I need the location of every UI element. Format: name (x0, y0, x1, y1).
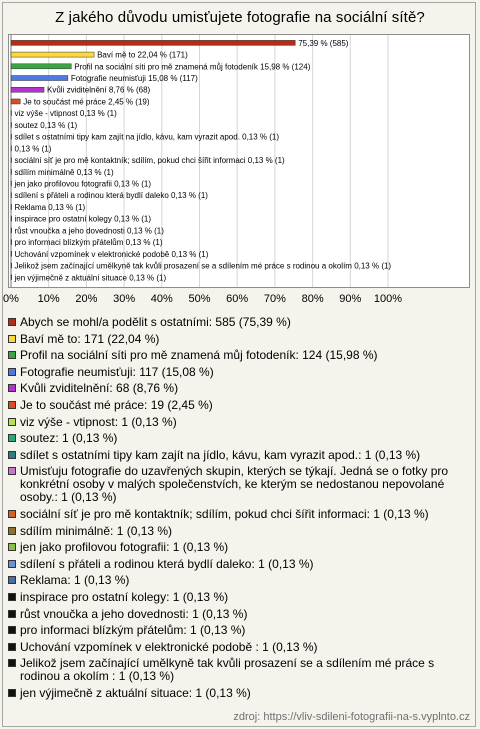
legend-label: sdílení s přáteli a rodinou která bydlí daleko: 1 (0,13 %) (20, 556, 314, 571)
legend-item (6, 624, 472, 637)
legend-swatch (8, 527, 16, 535)
bar-label-11: sdílím minimálně 0,13 % (1) (14, 167, 114, 177)
bar-17 (11, 240, 12, 245)
legend-item (6, 508, 472, 521)
legend-label: sdílet s ostatními tipy kam zajít na jídlo, kávu, kam vyrazit apod.: 1 (0,13 %) (20, 447, 421, 462)
bar-label-2: Profil na sociální síti pro mě znamená můj fotodeník 15,98 % (124) (74, 62, 311, 72)
legend-label: Je to součást mé práce: 19 (2,45 %) (20, 397, 213, 412)
legend-item (6, 687, 472, 700)
legend-item (6, 333, 472, 346)
x-tick-label: 70% (263, 293, 286, 305)
legend-label: Profil na sociální síti pro mě znamená můj fotodeník: 124 (15,98 %) (20, 348, 378, 363)
bar-label-3: Fotografie neumisťuji 15,08 % (117) (70, 74, 198, 84)
legend-item (6, 574, 472, 587)
legend-item (6, 316, 472, 329)
bar-label-6: viz výše - vtipnost 0,13 % (1) (14, 109, 117, 119)
legend-label: soutez: 1 (0,13 %) (20, 431, 118, 446)
x-tick-label: 100% (373, 293, 403, 305)
bar-label-7: soutez 0,13 % (1) (14, 120, 78, 130)
legend-item (6, 657, 472, 683)
bar-label-19: Jelikož jsem začínající umělkyně tak kvůli prosazení se a sdílením mé práce s rodinou a okolím 0,13 % (1) (14, 261, 392, 271)
bar-label-14: Reklama 0,13 % (1) (14, 202, 86, 212)
legend-label: Umisťuju fotografie do uzavřených skupin, kterých se týkají. Jedná se o fotky pro konkrétní osoby v malých společenstvích, ke kterým se nedostanou nepovolané osoby.: 1 (0,13 %) (20, 464, 449, 505)
legend-swatch (8, 543, 16, 551)
legend-label: inspirace pro ostatní kolegy: 1 (0,13 %) (20, 589, 229, 604)
legend-item (6, 541, 472, 554)
bar-label-17: pro informaci blízkým přátelům 0,13 % (1) (14, 238, 163, 248)
legend-swatch (8, 467, 16, 475)
legend-label: růst vnoučka a jeho dovednosti: 1 (0,13 %) (20, 606, 248, 621)
bar-label-1: Baví mě to 22,04 % (171) (97, 50, 188, 60)
bar-18 (11, 251, 12, 256)
legend-swatch (8, 351, 16, 359)
legend-swatch (8, 593, 16, 601)
bar-9 (11, 146, 12, 151)
chart-title: Z jakého důvodu umisťujete fotografie na sociální sítě? (55, 9, 425, 26)
bar-12 (11, 181, 12, 186)
bar-10 (11, 158, 12, 163)
legend-item (6, 465, 472, 504)
legend-swatch (8, 560, 16, 568)
legend-label: Baví mě to: 171 (22,04 %) (20, 331, 160, 346)
bar-label-13: sdílení s přáteli a rodinou která bydlí daleko 0,13 % (1) (14, 191, 208, 201)
legend-item (6, 399, 472, 412)
bar-label-18: Uchování vzpomínek v elektronické podobě 0,13 % (1) (14, 249, 209, 259)
x-tick-label: 40% (150, 293, 173, 305)
legend-swatch (8, 368, 16, 376)
legend-swatch (8, 689, 16, 697)
bar-0 (11, 40, 295, 45)
bar-19 (11, 263, 12, 268)
bar-11 (11, 169, 12, 174)
legend-swatch (8, 335, 16, 343)
legend-swatch (8, 434, 16, 442)
bar-3 (11, 76, 68, 81)
legend-swatch (8, 576, 16, 584)
bar-5 (11, 99, 20, 104)
x-tick-label: 60% (226, 293, 249, 305)
bar-8 (11, 134, 12, 139)
legend-label: Fotografie neumisťuji: 117 (15,08 %) (20, 364, 214, 379)
legend-item (6, 525, 472, 538)
legend-swatch (8, 610, 16, 618)
bar-chart (9, 35, 469, 287)
legend-item (6, 591, 472, 604)
x-tick-label: 80% (301, 293, 324, 305)
bar-2 (11, 64, 71, 69)
legend-swatch (8, 384, 16, 392)
bar-1 (11, 52, 94, 57)
legend-swatch (8, 451, 16, 459)
plot-area (8, 34, 470, 288)
legend-label: jen výjimečně z aktuální situace: 1 (0,13 %) (20, 685, 251, 700)
legend-label: sociální síť je pro mě kontaktník; sdílím, pokud chci šířit informaci: 1 (0,13 %) (20, 506, 429, 521)
legend-item (6, 349, 472, 362)
legend-label: Jelikož jsem začínající umělkyně tak kvůli prosazení se a sdílením mé práce s rodinou a okolím : 1 (0,13 %) (20, 656, 435, 684)
legend-label: jen jako profilovou fotografii: 1 (0,13 %) (20, 540, 229, 555)
legend-swatch (8, 318, 16, 326)
legend-swatch (8, 643, 16, 651)
bar-label-16: růst vnoučka a jeho dovednosti 0,13 % (1) (14, 226, 164, 236)
x-tick-label: 20% (75, 293, 98, 305)
legend-item (6, 416, 472, 429)
x-tick-label: 50% (188, 293, 211, 305)
legend-item (6, 449, 472, 462)
x-tick-label: 10% (37, 293, 60, 305)
bar-4 (11, 87, 44, 92)
legend-item (6, 366, 472, 379)
legend (6, 316, 472, 703)
legend-item (6, 432, 472, 445)
bar-label-20: jen výjimečně z aktuální situace 0,13 % (1) (14, 273, 167, 283)
bar-label-8: sdílet s ostatními tipy kam zajít na jídlo, kávu, kam vyrazit apod. 0,13 % (1) (14, 132, 280, 142)
bar-label-12: jen jako profilovou fotografii 0,13 % (1) (14, 179, 152, 189)
legend-label: Kvůli zviditelnění: 68 (8,76 %) (20, 381, 179, 396)
bar-label-5: Je to součást mé práce 2,45 % (19) (23, 97, 150, 107)
bar-20 (11, 275, 12, 280)
bar-label-0: 75,39 % (585) (298, 38, 349, 48)
x-tick-label: 90% (339, 293, 362, 305)
source-link[interactable]: zdroj: https://vliv-sdileni-fotografii-na-s.vyplnto.cz (233, 711, 470, 723)
legend-label: Reklama: 1 (0,13 %) (20, 573, 130, 588)
legend-swatch (8, 401, 16, 409)
legend-label: viz výše - vtipnost: 1 (0,13 %) (20, 414, 177, 429)
legend-swatch (8, 626, 16, 634)
legend-item (6, 382, 472, 395)
bar-label-10: sociální síť je pro mě kontaktník; sdílím, pokud chci šířit informaci 0,13 % (1) (14, 156, 285, 166)
bar-label-15: inspirace pro ostatní kolegy 0,13 % (1) (14, 214, 152, 224)
legend-item (6, 641, 472, 654)
bar-13 (11, 193, 12, 198)
bar-label-9: 0,13 % (1) (14, 144, 52, 154)
legend-swatch (8, 418, 16, 426)
bar-15 (11, 216, 12, 221)
legend-item (6, 608, 472, 621)
legend-label: sdílím minimálně: 1 (0,13 %) (20, 523, 173, 538)
bar-6 (11, 111, 12, 116)
bar-label-4: Kvůli zviditelnění 8,76 % (68) (47, 85, 151, 95)
bar-7 (11, 122, 12, 127)
legend-item (6, 558, 472, 571)
x-tick-label: 30% (113, 293, 136, 305)
legend-label: pro informaci blízkým přátelům: 1 (0,13 %) (20, 623, 246, 638)
bar-14 (11, 204, 12, 209)
x-tick-label: 0% (3, 293, 19, 305)
legend-swatch (8, 510, 16, 518)
legend-label: Uchování vzpomínek v elektronické podobě : 1 (0,13 %) (20, 639, 318, 654)
legend-swatch (8, 659, 16, 667)
legend-label: Abych se mohl/a podělit s ostatními: 585 (75,39 %) (20, 315, 291, 329)
bar-16 (11, 228, 12, 233)
